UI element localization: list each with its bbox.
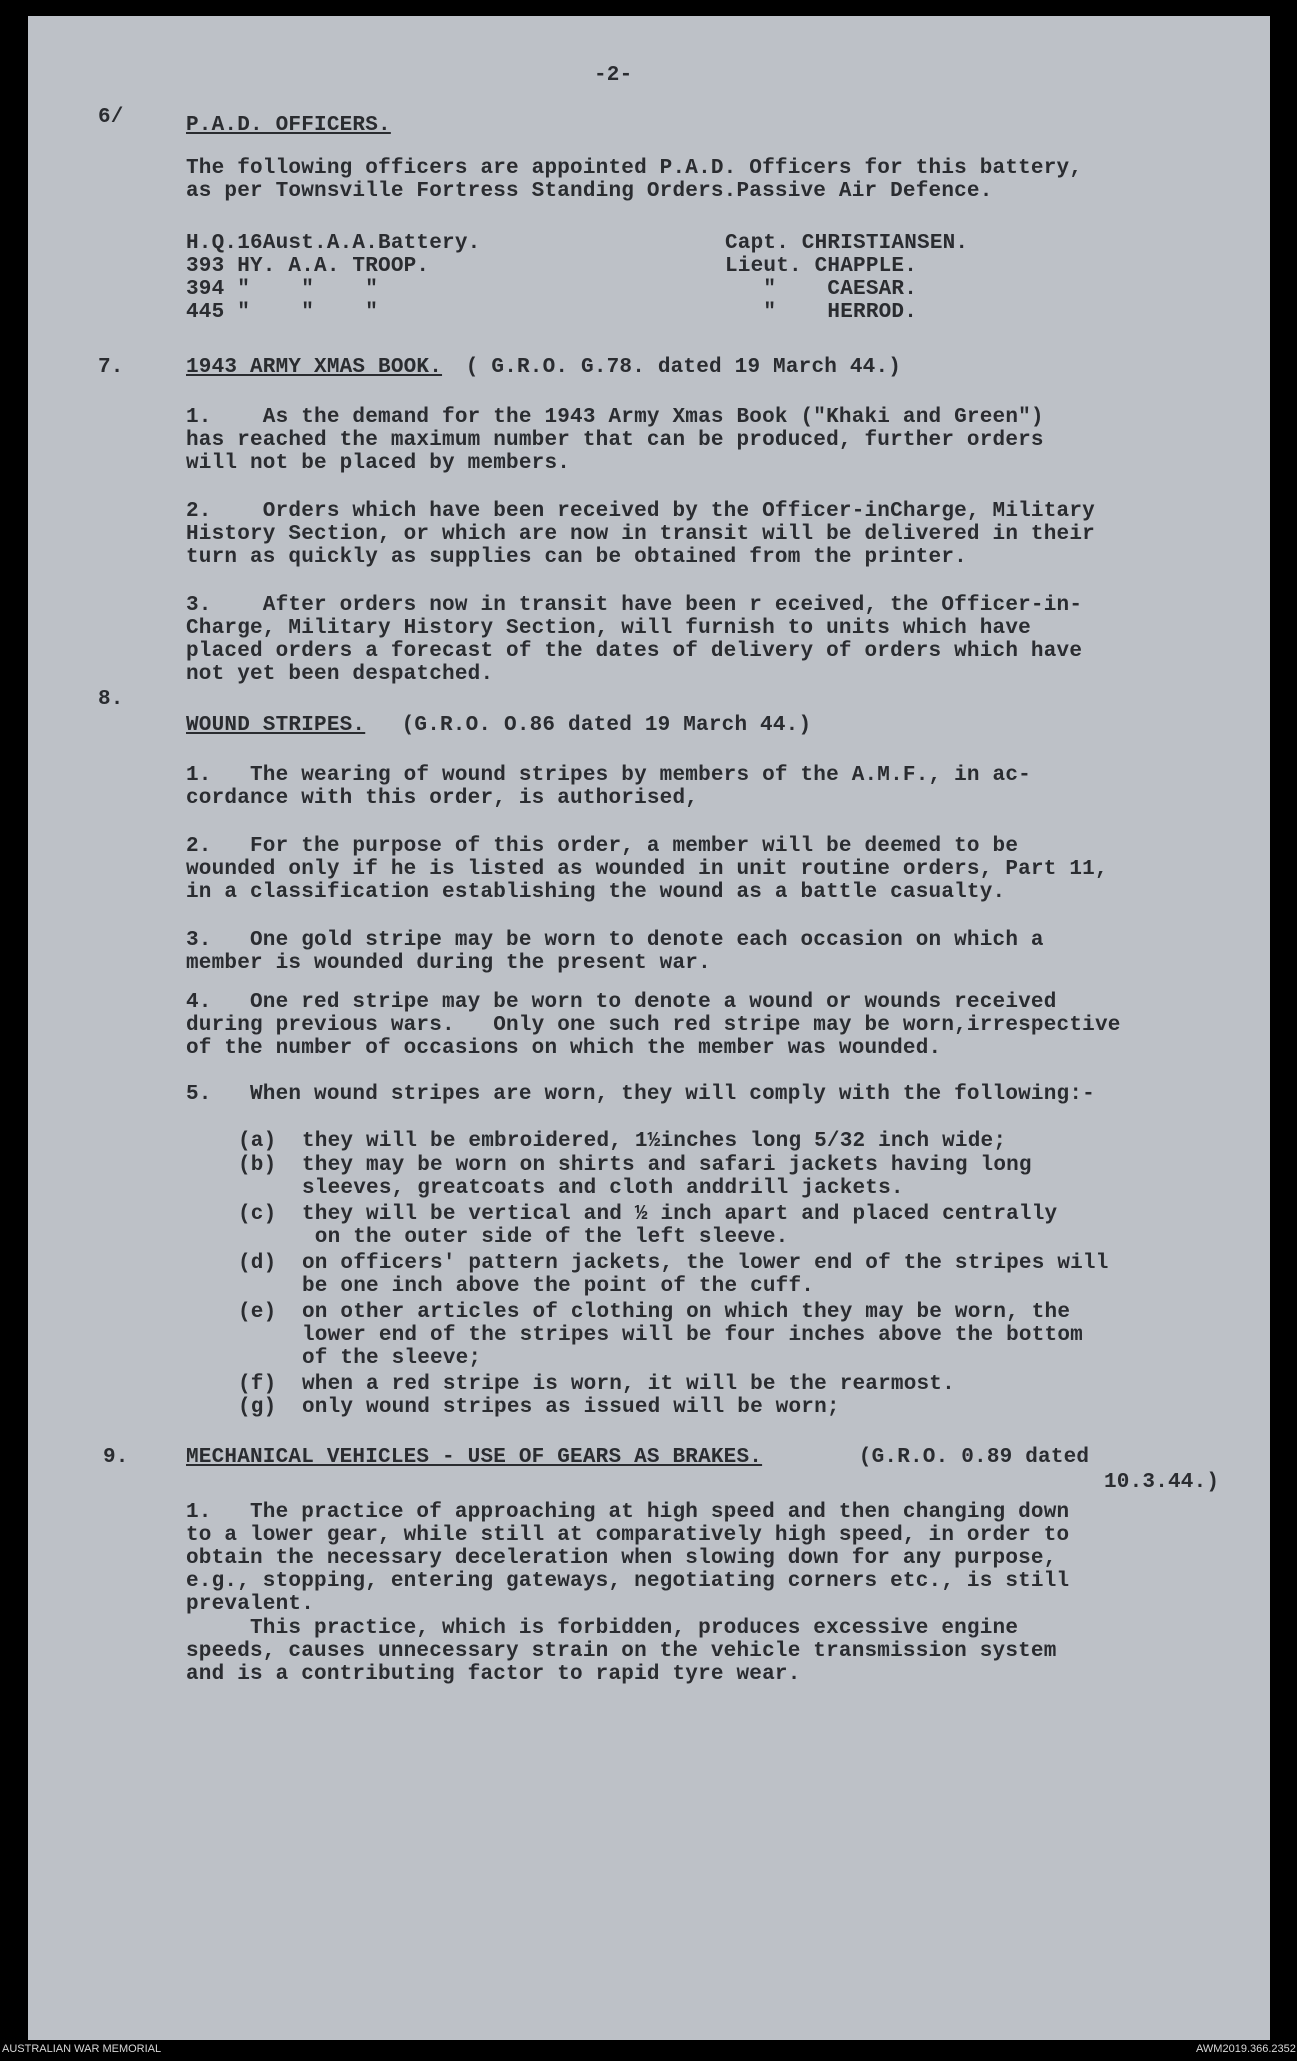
s7-p3-line2: Charge, Military History Section, will furnish to units which have <box>186 617 1031 640</box>
section-9-heading: MECHANICAL VEHICLES - USE OF GEARS AS BRAKES. <box>186 1446 763 1469</box>
s8-item-e-line3: of the sleeve; <box>238 1347 482 1370</box>
s8-p5: 5. When wound stripes are worn, they will comply with the following:- <box>186 1083 1095 1106</box>
s7-p2-line3: turn as quickly as supplies can be obtained from the printer. <box>186 546 967 569</box>
section-8-reference: (G.R.O. O.86 dated 19 March 44.) <box>376 714 812 737</box>
section-7-reference: ( G.R.O. G.78. dated 19 March 44.) <box>453 356 902 379</box>
s8-item-d-line1: (d) on officers' pattern jackets, the lower end of the stripes will <box>238 1252 1109 1275</box>
s8-p3-line2: member is wounded during the present war. <box>186 952 711 975</box>
pad-officer-2: Lieut. CHAPPLE. <box>725 255 918 278</box>
s8-p2-line2: wounded only if he is listed as wounded in unit routine orders, Part 11, <box>186 858 1108 881</box>
section-7-heading: 1943 ARMY XMAS BOOK. <box>186 356 443 379</box>
section-8-number: 8. <box>98 688 124 711</box>
s9-p1-line3: obtain the necessary deceleration when slowing down for any purpose, <box>186 1547 1057 1570</box>
section-9-number: 9. <box>103 1446 129 1469</box>
section-6-intro-2: as per Townsville Fortress Standing Orders.Passive Air Defence. <box>186 180 993 203</box>
s8-item-g: (g) only wound stripes as issued will be worn; <box>238 1396 840 1419</box>
s8-item-c-line2: on the outer side of the left sleeve. <box>238 1226 789 1249</box>
s9-p1-line1: 1. The practice of approaching at high speed and then changing down <box>186 1501 1070 1524</box>
s8-item-e-line2: lower end of the stripes will be four inches above the bottom <box>238 1324 1083 1347</box>
s7-p3-line3: placed orders a forecast of the dates of delivery of orders which have <box>186 640 1083 663</box>
s9-p2-line3: and is a contributing factor to rapid tyre wear. <box>186 1663 801 1686</box>
footer-right-label: AWM2019.366.2352 <box>1196 2043 1296 2055</box>
s8-item-f: (f) when a red stripe is worn, it will be the rearmost. <box>238 1373 955 1396</box>
footer-left-label: AUSTRALIAN WAR MEMORIAL <box>2 2043 162 2055</box>
pad-unit-3: 394 " " " <box>186 278 379 301</box>
section-6-number: 6/ <box>98 106 124 129</box>
s9-p2-line2: speeds, causes unnecessary strain on the vehicle transmission system <box>186 1640 1057 1663</box>
section-9-reference: (G.R.O. 0.89 dated <box>846 1446 1090 1469</box>
document-page <box>28 16 1270 2040</box>
s8-p1-line1: 1. The wearing of wound stripes by members of the A.M.F., in ac- <box>186 764 1031 787</box>
s8-p2-line1: 2. For the purpose of this order, a member will be deemed to be <box>186 835 1019 858</box>
pad-officer-4: " HERROD. <box>725 301 918 324</box>
s8-item-e-line1: (e) on other articles of clothing on which they may be worn, the <box>238 1301 1071 1324</box>
pad-unit-2: 393 HY. A.A. TROOP. <box>186 255 430 278</box>
s8-p4-line2: during previous wars. Only one such red stripe may be worn,irrespective <box>186 1014 1121 1037</box>
s9-p1-line4: e.g., stopping, entering gateways, negotiating corners etc., is still <box>186 1570 1070 1593</box>
s7-p1-line1: 1. As the demand for the 1943 Army Xmas Book ("Khaki and Green") <box>186 406 1044 429</box>
section-8-heading: WOUND STRIPES. <box>186 714 366 737</box>
s8-p2-line3: in a classification establishing the wound as a battle casualty. <box>186 881 1006 904</box>
s9-p1-line2: to a lower gear, while still at comparatively high speed, in order to <box>186 1524 1070 1547</box>
s7-p2-line1: 2. Orders which have been received by the Officer-inCharge, Military <box>186 500 1095 523</box>
pad-officer-1: Capt. CHRISTIANSEN. <box>725 232 969 255</box>
s8-p4-line1: 4. One red stripe may be worn to denote a wound or wounds received <box>186 991 1057 1014</box>
s9-p2-line1: This practice, which is forbidden, produces excessive engine <box>186 1617 1019 1640</box>
s7-p3-line1: 3. After orders now in transit have been r eceived, the Officer-in- <box>186 594 1083 617</box>
page-number: -2- <box>594 64 633 87</box>
s7-p1-line3: will not be placed by members. <box>186 452 571 475</box>
section-7-number: 7. <box>98 356 124 379</box>
s7-p2-line2: History Section, or which are now in transit will be delivered in their <box>186 523 1095 546</box>
s8-item-c-line1: (c) they will be vertical and ½ inch apart and placed centrally <box>238 1203 1058 1226</box>
section-6-intro-1: The following officers are appointed P.A.D. Officers for this battery, <box>186 157 1083 180</box>
pad-unit-1: H.Q.16Aust.A.A.Battery. <box>186 232 481 255</box>
s8-item-b-line1: (b) they may be worn on shirts and safari jackets having long <box>238 1154 1032 1177</box>
s8-item-d-line2: be one inch above the point of the cuff. <box>238 1275 815 1298</box>
s8-p4-line3: of the number of occasions on which the member was wounded. <box>186 1037 942 1060</box>
pad-officer-3: " CAESAR. <box>725 278 918 301</box>
s8-p1-line2: cordance with this order, is authorised, <box>186 787 699 810</box>
section-6-heading: P.A.D. OFFICERS. <box>186 114 391 137</box>
s7-p1-line2: has reached the maximum number that can be produced, further orders <box>186 429 1044 452</box>
s8-p3-line1: 3. One gold stripe may be worn to denote each occasion on which a <box>186 929 1044 952</box>
pad-unit-4: 445 " " " <box>186 301 379 324</box>
s9-p1-line5: prevalent. <box>186 1593 315 1616</box>
section-9-reference-date: 10.3.44.) <box>1104 1471 1220 1494</box>
s7-p3-line4: not yet been despatched. <box>186 663 494 686</box>
s8-item-b-line2: sleeves, greatcoats and cloth anddrill jackets. <box>238 1177 904 1200</box>
s8-item-a: (a) they will be embroidered, 1½inches long 5/32 inch wide; <box>238 1130 1007 1153</box>
